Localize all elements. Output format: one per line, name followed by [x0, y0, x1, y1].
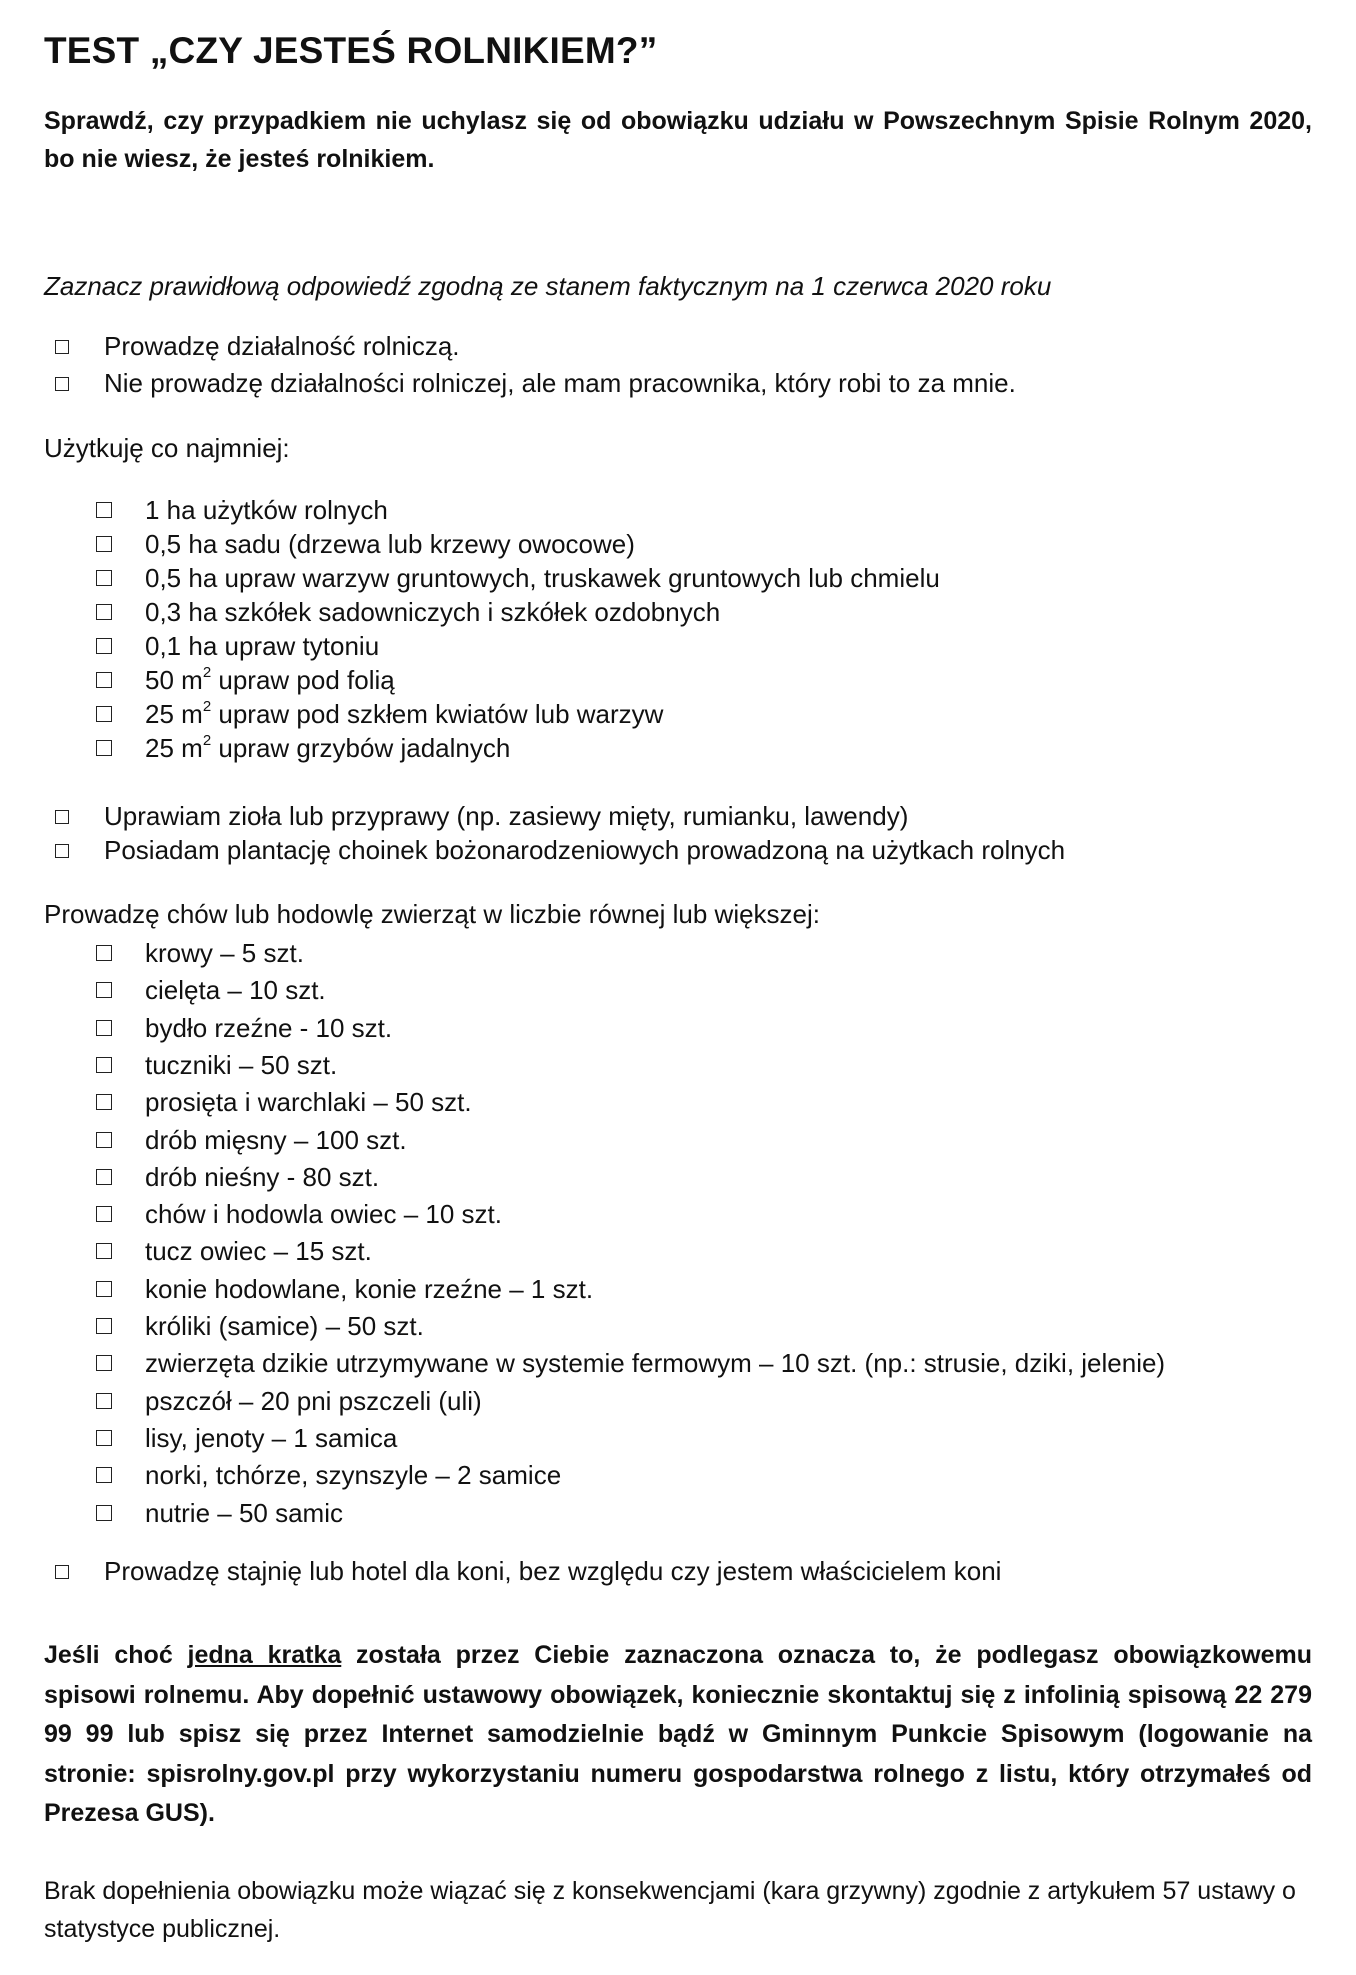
land-heading: Użytkuję co najmniej: [44, 433, 290, 463]
checkbox[interactable] [96, 672, 112, 688]
checkbox-label: konie hodowlane, konie rzeźne – 1 szt. [145, 1274, 594, 1304]
checkbox-label: pszczół – 20 pni pszczeli (uli) [145, 1386, 482, 1416]
checkbox-label: nutrie – 50 samic [145, 1498, 343, 1528]
checkbox-label: lisy, jenoty – 1 samica [145, 1423, 398, 1453]
checkbox-label: prosięta i warchlaki – 50 szt. [145, 1087, 472, 1117]
checkbox[interactable] [96, 536, 112, 552]
checkbox[interactable] [96, 1467, 112, 1483]
checkbox-label: drób nieśny - 80 szt. [145, 1162, 380, 1192]
checkbox[interactable] [96, 604, 112, 620]
checkbox-label: zwierzęta dzikie utrzymywane w systemie fermowym – 10 szt. (np.: strusie, dziki, jelenie) [145, 1348, 1166, 1378]
checkbox[interactable] [96, 502, 112, 518]
checkbox-label: krowy – 5 szt. [145, 938, 304, 968]
checkbox[interactable] [55, 844, 69, 858]
instruction-text: Zaznacz prawidłową odpowiedź zgodną ze stanem faktycznym na 1 czerwca 2020 roku [44, 271, 1052, 301]
intro-paragraph: Sprawdź, czy przypadkiem nie uchylasz się od obowiązku udziału w Powszechnym Spisie Rolnym 2020, bo nie wiesz, że jesteś rolnikiem. [44, 107, 1312, 173]
checkbox[interactable] [96, 1393, 112, 1409]
checkbox-label: tuczniki – 50 szt. [145, 1050, 338, 1080]
checkbox[interactable] [96, 706, 112, 722]
checkbox[interactable] [96, 1430, 112, 1446]
checkbox-label: 50 $m^2$ upraw pod folią [145, 664, 395, 695]
checkbox[interactable] [96, 1020, 112, 1036]
checkbox[interactable] [96, 570, 112, 586]
checkbox-label: cielęta – 10 szt. [145, 975, 326, 1005]
checkbox-label: tucz owiec – 15 szt. [145, 1236, 372, 1266]
animals-heading: Prowadzę chów lub hodowlę zwierząt w liczbie równej lub większej: [44, 899, 821, 929]
checkbox-label: drób mięsny – 100 szt. [145, 1125, 407, 1155]
checkbox-label: norki, tchórze, szynszyle – 2 samice [145, 1460, 562, 1490]
page-title: TEST „CZY JESTEŚ ROLNIKIEM?” [44, 30, 658, 71]
checkbox[interactable] [96, 982, 112, 998]
checkbox-label: 25 $m^2$ upraw pod szkłem kwiatów lub warzyw [145, 698, 664, 729]
checkbox-label: bydło rzeźne - 10 szt. [145, 1013, 393, 1043]
checkbox-label: Prowadzę stajnię lub hotel dla koni, bez względu czy jestem właścicielem koni [104, 1556, 1002, 1586]
checkbox[interactable] [96, 1505, 112, 1521]
checkbox-label: chów i hodowla owiec – 10 szt. [145, 1199, 502, 1229]
checkbox[interactable] [96, 638, 112, 654]
checkbox[interactable] [96, 1057, 112, 1073]
summary-paragraph: Jeśli choć jedna kratka została przez Ciebie zaznaczona oznacza to, że podlegasz obowiązkowemu spisowi rolnemu. Aby dopełnić ustawowy obowiązek, koniecznie skontaktuj się z infolinią spisową 22 279 99 99 lub spisz się przez Internet samodzielnie bądź w Gminnym Punkcie Spisowym (logowanie na stronie: spisrolny.gov.pl przy wykorzystaniu numeru gospodarstwa rolnego z listu, który otrzymałeś od Prezesa GUS). [44, 1641, 1312, 1827]
checkbox-label: 0,1 ha upraw tytoniu [145, 631, 380, 661]
checkbox-label: 1 ha użytków rolnych [145, 495, 388, 525]
checkbox[interactable] [96, 1243, 112, 1259]
underlined-text: jedna kratka [187, 1641, 342, 1669]
checkbox[interactable] [55, 377, 69, 391]
checkbox[interactable] [55, 1565, 69, 1579]
checkbox[interactable] [96, 1169, 112, 1185]
checkbox[interactable] [96, 945, 112, 961]
footer-paragraph: Brak dopełnienia obowiązku może wiązać się z konsekwencjami (kara grzywny) zgodnie z artykułem 57 ustawy o statystyce publicznej. [44, 1877, 1296, 1943]
checkbox[interactable] [96, 1355, 112, 1371]
checkbox[interactable] [96, 1132, 112, 1148]
checkbox-label: 25 $m^2$ upraw grzybów jadalnych [145, 732, 511, 763]
checkbox[interactable] [96, 1094, 112, 1110]
checkbox[interactable] [96, 1206, 112, 1222]
checkbox-label: Nie prowadzę działalności rolniczej, ale mam pracownika, który robi to za mnie. [104, 368, 1016, 398]
checkbox-label: Posiadam plantację choinek bożonarodzeniowych prowadzoną na użytkach rolnych [104, 835, 1066, 865]
checkbox[interactable] [96, 1281, 112, 1297]
checkbox-label: Prowadzę działalność rolniczą. [104, 331, 460, 361]
checkbox-label: 0,5 ha upraw warzyw gruntowych, truskawek gruntowych lub chmielu [145, 563, 940, 593]
checkbox-label: 0,5 ha sadu (drzewa lub krzewy owocowe) [145, 529, 635, 559]
checkbox[interactable] [96, 1318, 112, 1334]
checkbox[interactable] [55, 340, 69, 354]
checkbox[interactable] [55, 810, 69, 824]
checkbox[interactable] [96, 740, 112, 756]
checkbox-label: króliki (samice) – 50 szt. [145, 1311, 424, 1341]
checkbox-label: 0,3 ha szkółek sadowniczych i szkółek ozdobnych [145, 597, 721, 627]
checkbox-label: Uprawiam zioła lub przyprawy (np. zasiewy mięty, rumianku, lawendy) [104, 801, 909, 831]
